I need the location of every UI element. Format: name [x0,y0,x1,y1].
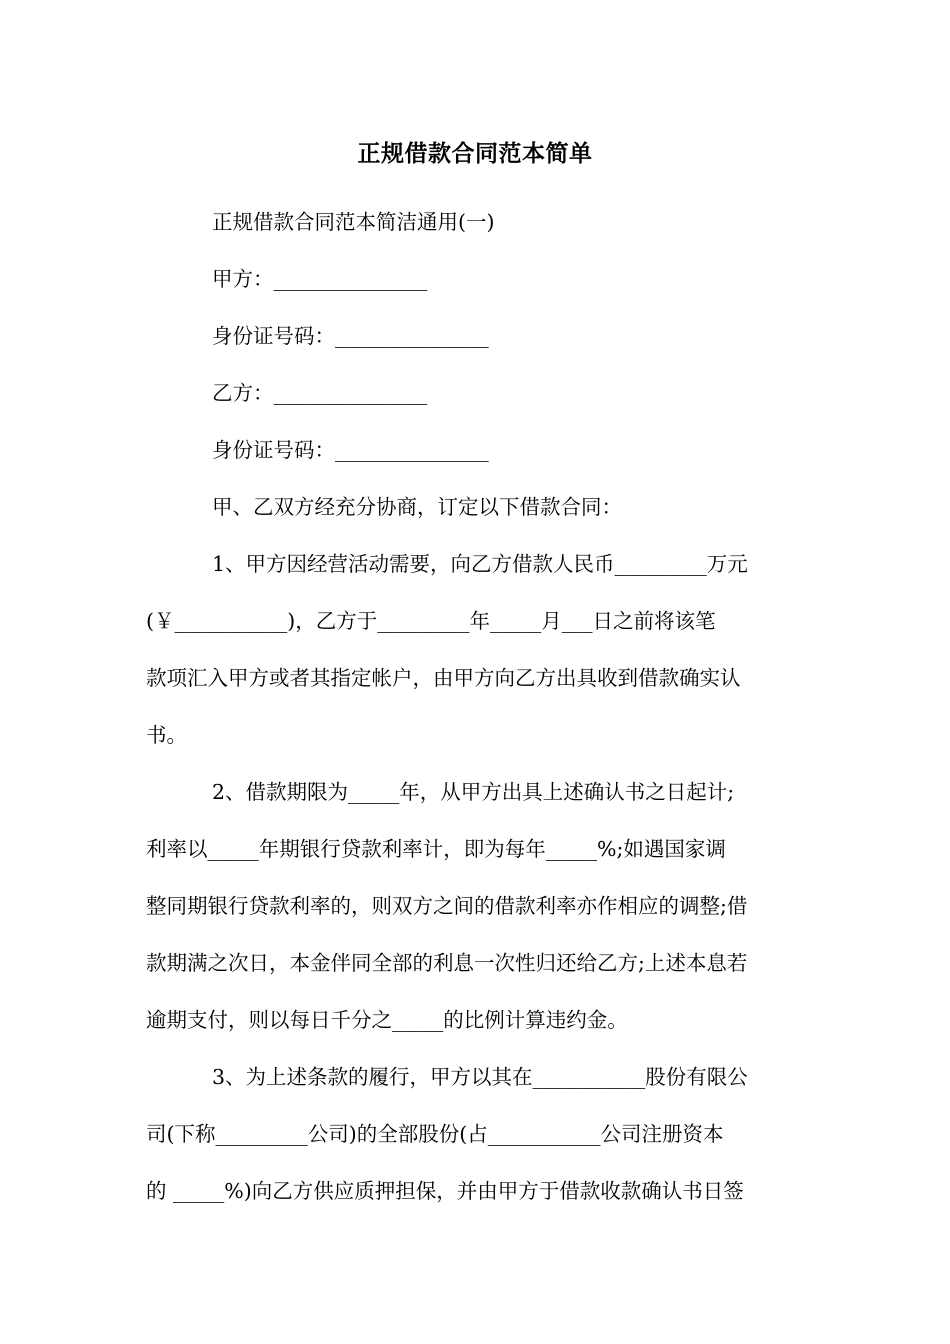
clause-2-line: 利率以_____年期银行贷款利率计，即为每年_____%;如遇国家调 [146,837,726,861]
clause-3-line: 3、为上述条款的履行，甲方以其在___________股份有限公 [212,1065,748,1089]
clause-1-line: 书。 [146,723,187,747]
clause-2-line: 2、借款期限为_____年，从甲方出具上述确认书之日起计; [212,780,735,804]
clause-1 [146,544,806,772]
document-body [146,202,806,1228]
party-b-line: 乙方：_______________ [212,381,428,405]
clause-3-line: 的 _____%)向乙方供应质押担保，并由甲方于借款收款确认书日签 [146,1179,744,1203]
clause-1-line: 款项汇入甲方或者其指定帐户，由甲方向乙方出具收到借款确实认 [146,666,741,690]
clause-3 [146,1057,806,1228]
subtitle-line: 正规借款合同范本简洁通用(一) [212,210,495,234]
party-b-id-line: 身份证号码：_______________ [212,438,489,462]
clause-1-line: (￥___________)，乙方于_________年_____月___日之前将该笔 [146,609,716,633]
clause-3-line: 司(下称_________公司)的全部股份(占___________公司注册资本 [146,1122,724,1146]
clause-1-line: 1、甲方因经营活动需要，向乙方借款人民币_________万元 [212,552,748,576]
clause-2 [146,772,806,1057]
agreement-intro-line: 甲、乙双方经充分协商，订定以下借款合同： [212,495,622,519]
clause-2-line: 整同期银行贷款利率的，则双方之间的借款利率亦作相应的调整;借 [146,894,748,918]
party-a-id-line: 身份证号码：_______________ [212,324,489,348]
party-a-line: 甲方：_______________ [212,267,428,291]
document-title: 正规借款合同范本简单 [357,140,593,167]
clause-2-line: 款期满之次日，本金伴同全部的利息一次性归还给乙方;上述本息若 [146,951,748,975]
clause-2-line: 逾期支付，则以每日千分之_____的比例计算违约金。 [146,1008,628,1032]
